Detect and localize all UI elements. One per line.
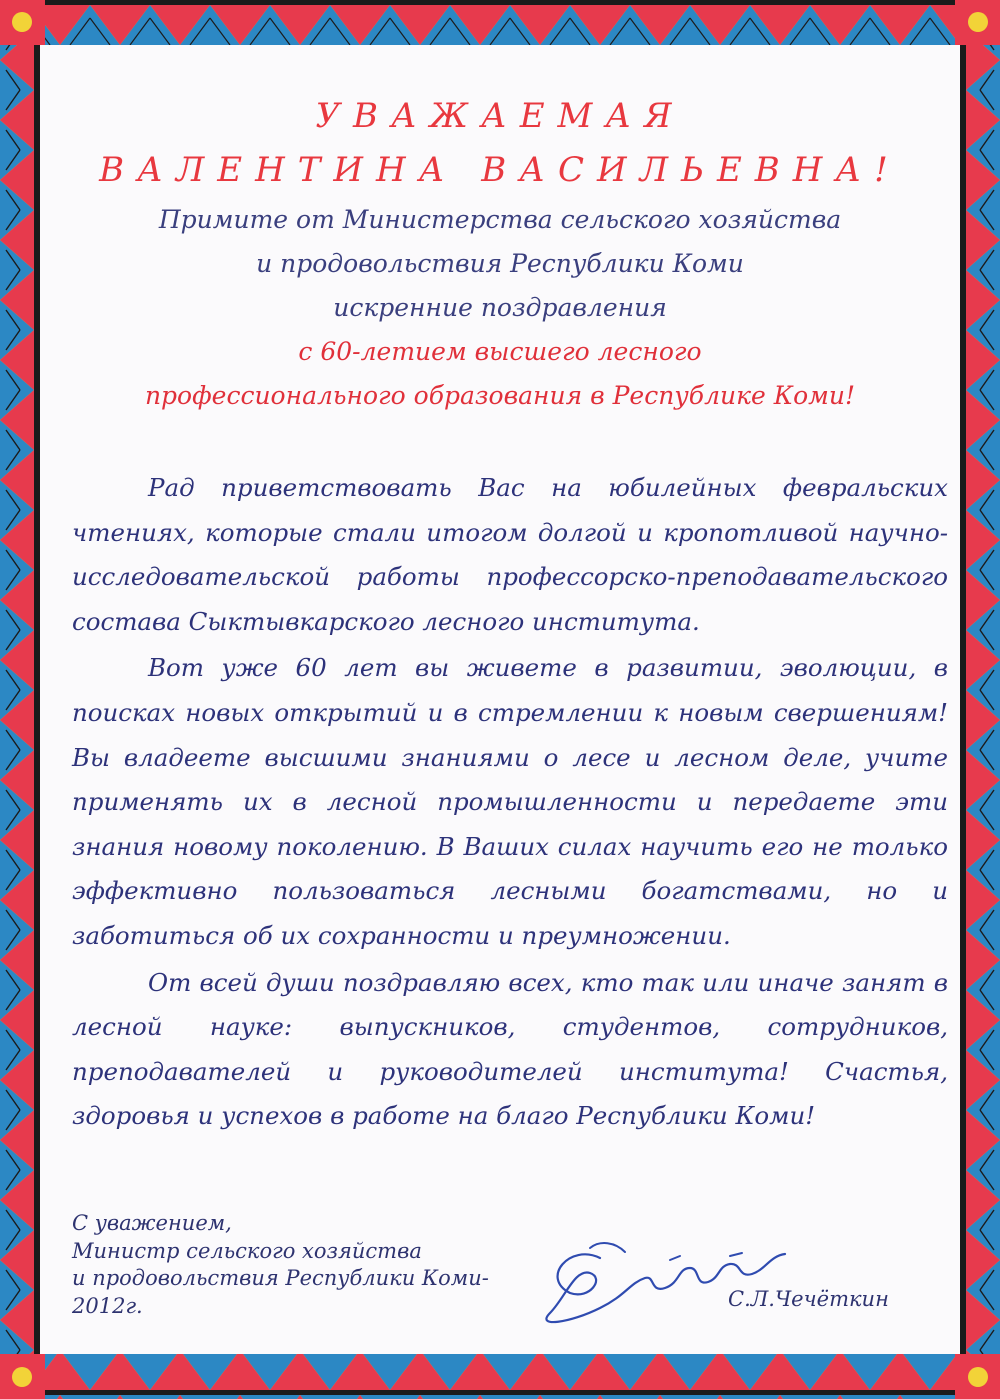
closing-year: 2012г. — [72, 1293, 143, 1318]
intro-highlight-line: с 60-летием высшего лесного — [298, 337, 702, 366]
letter-body — [72, 466, 948, 1139]
closing-regards: С уважением, — [72, 1211, 232, 1235]
greeting-line-1: УВАЖАЕМАЯ — [315, 96, 685, 136]
greeting-line-2: ВАЛЕНТИНА ВАСИЛЬЕВНА! — [99, 150, 901, 190]
closing-organization: и продовольствия Республики Коми- — [72, 1266, 489, 1290]
intro-block — [0, 198, 1000, 418]
body-paragraph-2: Вот уже 60 лет вы живете в развитии, эволюции, в поисках новых открытий и в стремлении к новым свершениям! Вы владеете высшими знаниями о лесе и лесном деле, учите применять их в лесной промышленности и передаете эти знания новому поколению. В Ваших силах научить его не только эффективно пользоваться лесными богатствами, но и заботиться об их сохранности и преумножении. — [72, 653, 948, 950]
intro-line: Примите от Министерства сельского хозяйства — [158, 205, 842, 234]
closing-block — [72, 1210, 489, 1320]
intro-line: искренние поздравления — [333, 293, 667, 322]
closing-position: Министр сельского хозяйства — [72, 1238, 422, 1263]
body-paragraph-3: От всей души поздравляю всех, кто так или иначе занят в лесной науке: выпускников, студентов, сотрудников, преподавателей и руководителей института! Счастья, здоровья и успехов в работе на благо Республики Коми! — [72, 967, 948, 1131]
intro-line: и продовольствия Республики Коми — [256, 249, 744, 278]
body-paragraph-1: Рад приветствовать Вас на юбилейных февральских чтениях, которые стали итогом долгой и кропотливой научно-исследовательской работы профессорско-преподавательского состава Сыктывкарского лесного института. — [72, 473, 948, 636]
intro-highlight-line: профессионального образования в Республике Коми! — [144, 381, 856, 410]
signatory-name: С.Л.Чечёткин — [728, 1287, 889, 1311]
